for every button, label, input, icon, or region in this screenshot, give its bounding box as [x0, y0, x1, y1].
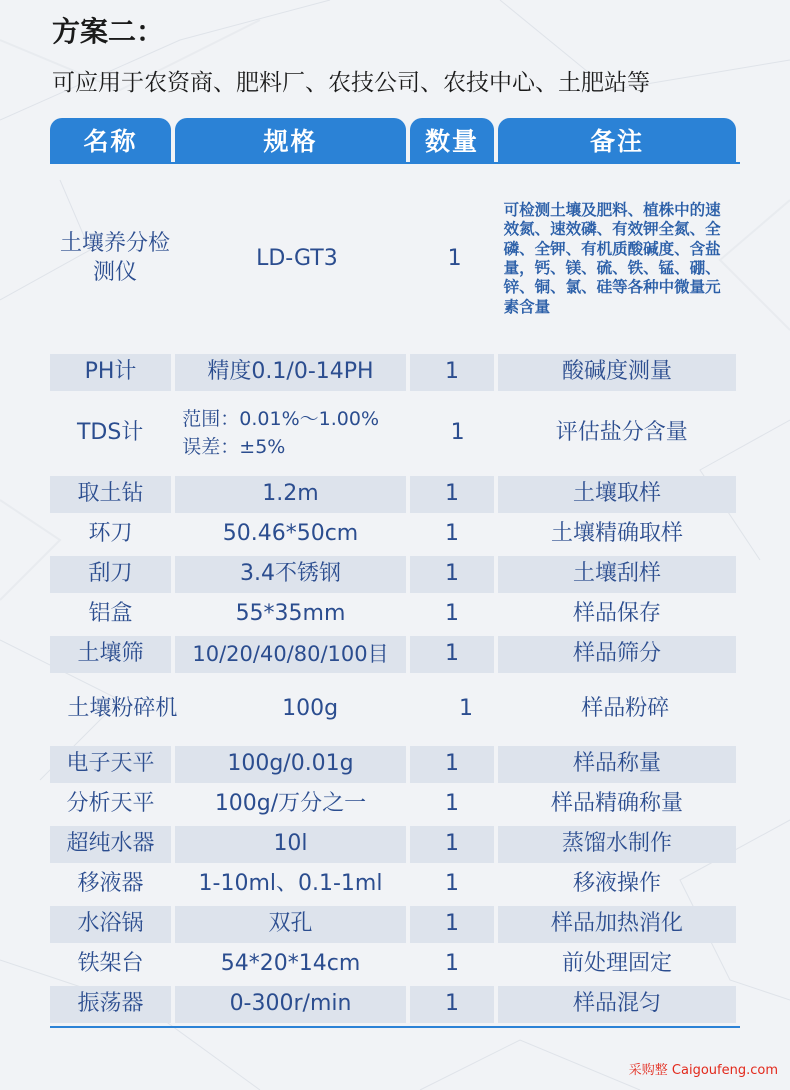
cell-note: 土壤取样: [498, 476, 736, 513]
cell-qty: 1: [410, 746, 494, 783]
cell-note: 样品保存: [572, 601, 661, 627]
cell-qty: 1: [410, 476, 494, 513]
cell-qty: 1: [445, 521, 459, 547]
cell-note: 样品粉碎: [581, 696, 670, 722]
cell-name: 铁架台: [77, 951, 144, 977]
cell-spec: 1.2m: [175, 476, 406, 513]
header-divider: [50, 162, 740, 164]
cell-qty: 1: [410, 986, 494, 1023]
cell-qty: 1: [410, 354, 494, 391]
header-spec: 规格: [175, 118, 406, 162]
page-title: 方案二：: [52, 15, 165, 48]
cell-name: 取土钻: [50, 476, 171, 513]
cell-name: 分析天平: [66, 791, 155, 817]
cell-qty: 1: [450, 420, 465, 446]
cell-name: TDS计: [76, 420, 144, 446]
cell-note: 样品加热消化: [498, 906, 736, 943]
cell-name: 土壤养分检测仪: [60, 231, 171, 285]
cell-qty: 1: [445, 871, 459, 897]
cell-spec: 0-300r/min: [175, 986, 406, 1023]
cell-note: 评估盐分含量: [555, 420, 688, 446]
spec-error: 误差：±5%: [182, 435, 286, 458]
cell-note: 可检测土壤及肥料、植株中的速效氮、速效磷、有效钾全氮、全磷、全钾、有机质酸碱度、含盐量，钙、镁、硫、铁、锰、硼、锌、铜、氯、硅等各种中微量元素含量: [503, 200, 721, 316]
watermark: 采购整 Caigoufeng.com: [628, 1063, 778, 1078]
cell-name: 超纯水器: [50, 826, 171, 863]
cell-spec: 10/20/40/80/100目: [175, 636, 406, 673]
cell-name: 振荡器: [50, 986, 171, 1023]
cell-qty: 1: [410, 906, 494, 943]
cell-qty: 1: [447, 245, 462, 271]
cell-note: 土壤精确取样: [550, 521, 683, 547]
header-name: 名称: [50, 118, 171, 162]
cell-name: 移液器: [77, 871, 144, 897]
cell-note: 样品筛分: [498, 636, 736, 673]
header-qty: 数量: [410, 118, 494, 162]
table-row: [50, 866, 740, 906]
cell-spec: [174, 394, 412, 473]
table-row: [50, 556, 740, 596]
cell-note: 样品混匀: [498, 986, 736, 1023]
table-row: [50, 167, 740, 354]
spec-range: 范围：0.01%～1.00%: [182, 407, 379, 430]
table-row: [50, 786, 740, 826]
table-row: [50, 354, 740, 394]
cell-spec: 55*35mm: [235, 601, 346, 627]
cell-note: 蒸馏水制作: [498, 826, 736, 863]
cell-qty: 1: [410, 636, 494, 673]
cell-name: 土壤筛: [50, 636, 171, 673]
table-row: [50, 476, 740, 516]
table-row: [50, 826, 740, 866]
cell-spec: 3.4不锈钢: [175, 556, 406, 593]
cell-note: 样品精确称量: [550, 791, 683, 817]
cell-name: 刮刀: [50, 556, 171, 593]
table-bottom-line: [50, 1026, 740, 1028]
cell-spec: 精度0.1/0-14PH: [175, 354, 406, 391]
table-row: [50, 676, 740, 746]
cell-name: PH计: [50, 354, 171, 391]
cell-qty: 1: [410, 826, 494, 863]
cell-name: 土壤粉碎机: [67, 696, 178, 722]
cell-qty: 1: [445, 601, 459, 627]
cell-note: 移液操作: [572, 871, 661, 897]
cell-name: 水浴锅: [50, 906, 171, 943]
cell-name: 电子天平: [50, 746, 171, 783]
cell-name: 铝盒: [88, 601, 133, 627]
cell-qty: 1: [445, 951, 459, 977]
cell-note: 前处理固定: [561, 951, 672, 977]
header-note: 备注: [498, 118, 736, 162]
cell-spec: 100g: [282, 696, 339, 722]
table-row: [50, 596, 740, 636]
cell-qty: 1: [458, 696, 473, 722]
table-header: [50, 118, 740, 162]
cell-spec: LD-GT3: [256, 245, 338, 271]
cell-spec: 双孔: [175, 906, 406, 943]
table-row: [50, 946, 740, 986]
cell-note: 样品称量: [498, 746, 736, 783]
cell-note: 土壤刮样: [498, 556, 736, 593]
table-row: [50, 986, 740, 1026]
table-row: [50, 636, 740, 676]
cell-qty: 1: [410, 556, 494, 593]
table-row: [50, 746, 740, 786]
table-row: [50, 516, 740, 556]
cell-name: 环刀: [88, 521, 133, 547]
equipment-table: [50, 118, 740, 1028]
cell-spec: 100g/万分之一: [214, 791, 367, 817]
cell-spec: 1-10ml、0.1-1ml: [198, 871, 383, 897]
cell-spec: 54*20*14cm: [220, 951, 361, 977]
page-subtitle: 可应用于农资商、肥料厂、农技公司、农技中心、土肥站等: [52, 70, 650, 96]
table-row: [50, 906, 740, 946]
cell-spec: 100g/0.01g: [175, 746, 406, 783]
cell-note: 酸碱度测量: [498, 354, 736, 391]
cell-qty: 1: [445, 791, 459, 817]
table-row: [50, 394, 740, 476]
cell-spec: 50.46*50cm: [222, 521, 359, 547]
cell-spec: 10l: [175, 826, 406, 863]
